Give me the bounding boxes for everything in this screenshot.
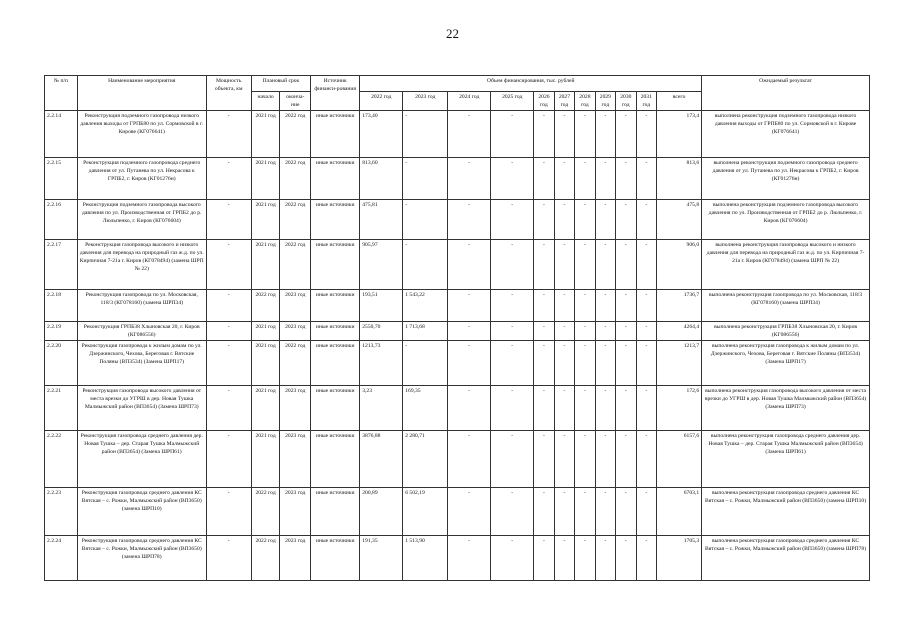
row-year-value: - (403, 111, 448, 158)
row-year-value: 1 543,22 (403, 290, 448, 322)
row-number: 2.2.24 (45, 536, 78, 581)
row-total: 813,6 (657, 158, 702, 200)
row-year-value: - (534, 386, 554, 431)
row-year-value: - (448, 158, 491, 200)
row-year-value: - (554, 386, 574, 431)
row-year-value: 1213,73 (360, 341, 403, 386)
row-total: 6703,1 (657, 488, 702, 536)
row-capacity: - (206, 488, 251, 536)
row-year-value: - (636, 322, 656, 341)
row-year-value: - (491, 290, 534, 322)
row-year-value: - (534, 322, 554, 341)
row-name: Реконструкция подземного газопровода среднего давления от ул. Путанева по ул. Некрасова к ГРПБ2, г. Киров (КГ01276н) (77, 158, 206, 200)
row-result: выполнена реконструкция газопровода высокого давления от места врезки до УГРШ в дер. Новая Тушка Малмыжский район (ВП3654) (Замена ШРП73) (702, 386, 870, 431)
row-year-value: - (595, 322, 615, 341)
row-year-value: - (595, 431, 615, 488)
header-source: Источник финанси-рования (311, 76, 360, 111)
row-year-value: - (616, 200, 636, 240)
row-capacity: - (206, 341, 251, 386)
row-start: 2021 год (251, 111, 280, 158)
row-year-value: - (534, 290, 554, 322)
header-result: Ожидаемый результат (702, 76, 870, 111)
row-number: 2.2.20 (45, 341, 78, 386)
row-year-value: - (636, 158, 656, 200)
row-year-value: - (575, 386, 595, 431)
row-source: иные источники (311, 290, 360, 322)
row-year-value: - (636, 200, 656, 240)
row-year-value: - (595, 111, 615, 158)
row-total: 6157,6 (657, 431, 702, 488)
row-capacity: - (206, 386, 251, 431)
row-year-value: - (448, 341, 491, 386)
row-year-value: - (554, 322, 574, 341)
row-year-value: 191,35 (360, 536, 403, 581)
row-year-value: 1 713,68 (403, 322, 448, 341)
row-number: 2.2.22 (45, 431, 78, 488)
row-capacity: - (206, 158, 251, 200)
row-number: 2.2.21 (45, 386, 78, 431)
row-end: 2022 год (280, 240, 311, 290)
row-total: 172,6 (657, 386, 702, 431)
row-year-value: - (575, 322, 595, 341)
row-end: 2023 год (280, 431, 311, 488)
row-capacity: - (206, 290, 251, 322)
row-year-value: - (534, 240, 554, 290)
row-year-value: - (595, 341, 615, 386)
row-result: выполнена реконструкция подземного газопровода низкого давления выходы от ГРПБ80 по ул. Сормовской в г. Кирове (КГ076641) (702, 111, 870, 158)
header-row-1 (45, 76, 870, 92)
row-source: иные источники (311, 386, 360, 431)
table-row (45, 431, 870, 488)
row-year-value: - (616, 158, 636, 200)
row-start: 2022 год (251, 290, 280, 322)
row-year-value: - (636, 386, 656, 431)
row-end: 2023 год (280, 322, 311, 341)
row-year-value: - (616, 240, 636, 290)
row-source: иные источники (311, 158, 360, 200)
row-year-value: - (595, 290, 615, 322)
row-year-value: - (575, 111, 595, 158)
row-start: 2021 год (251, 386, 280, 431)
row-year-value: - (575, 290, 595, 322)
row-year-value: - (491, 341, 534, 386)
row-year-value: - (403, 158, 448, 200)
row-year-value: - (534, 488, 554, 536)
row-total: 4264,4 (657, 322, 702, 341)
header-year: 2023 год (403, 92, 448, 111)
row-year-value: 6 502,19 (403, 488, 448, 536)
row-start: 2021 год (251, 341, 280, 386)
row-year-value: - (554, 240, 574, 290)
row-year-value: - (491, 386, 534, 431)
table-row (45, 158, 870, 200)
row-total: 173,4 (657, 111, 702, 158)
row-year-value: - (534, 341, 554, 386)
row-year-value: - (595, 240, 615, 290)
row-year-value: - (595, 200, 615, 240)
row-end: 2023 год (280, 536, 311, 581)
row-source: иные источники (311, 488, 360, 536)
row-year-value: - (595, 536, 615, 581)
row-capacity: - (206, 536, 251, 581)
header-year: 2025 год (491, 92, 534, 111)
row-year-value: - (403, 200, 448, 240)
row-year-value: - (534, 158, 554, 200)
row-year-value: - (448, 431, 491, 488)
row-name: Реконструкция газопровода к жилым домам по ул. Дзержинского, Чехова, Береговая г. Вятские Поляны (ВП3534) (Замена ШРП17) (77, 341, 206, 386)
row-year-value: - (534, 200, 554, 240)
header-year: 2029 год (595, 92, 615, 111)
row-year-value: - (575, 488, 595, 536)
row-year-value: - (595, 386, 615, 431)
header-num: № п/п (45, 76, 78, 111)
row-year-value: - (616, 290, 636, 322)
header-volume: Объем финансирования, тыс. рублей (360, 76, 702, 92)
row-year-value: - (554, 200, 574, 240)
row-number: 2.2.23 (45, 488, 78, 536)
row-year-value: - (616, 488, 636, 536)
row-number: 2.2.17 (45, 240, 78, 290)
row-year-value: - (554, 290, 574, 322)
row-year-value: 173,40 (360, 111, 403, 158)
row-year-value: - (491, 536, 534, 581)
row-capacity: - (206, 240, 251, 290)
header-year: 2030 год (616, 92, 636, 111)
row-year-value: - (636, 536, 656, 581)
row-total: 1736,7 (657, 290, 702, 322)
row-name: Реконструкция подземного газопровода высокого давления по ул. Производственная от ГРПБ2 до р. Люльпенко, г. Киров (КГ076604) (77, 200, 206, 240)
row-capacity: - (206, 200, 251, 240)
row-source: иные источники (311, 200, 360, 240)
header-year: 2028 год (575, 92, 595, 111)
row-name: Реконструкция ГРПБ38 Хлыновская 20, г. Киров (КГ086556) (77, 322, 206, 341)
table-row (45, 488, 870, 536)
row-total: 906,0 (657, 240, 702, 290)
row-year-value: - (554, 158, 574, 200)
header-year: 2024 год (448, 92, 491, 111)
row-year-value: - (448, 386, 491, 431)
row-year-value: - (491, 431, 534, 488)
row-year-value: - (575, 341, 595, 386)
header-capacity: Мощность объекта, км (206, 76, 251, 111)
row-year-value: 3,23 (360, 386, 403, 431)
row-year-value: - (554, 111, 574, 158)
row-year-value: - (534, 431, 554, 488)
row-year-value: 1 513,90 (403, 536, 448, 581)
row-result: выполнена реконструкция газопровода к жилым домам по ул. Дзержинского, Чехова, Береговая г. Вятские Поляны (ВП3534) (Замена ШРП17) (702, 341, 870, 386)
row-result: выполнена реконструкция газопровода высокого и низкого давления для перевода на природный газ ж.д. по ул. Кирпичная 7-21а г. Киров (КГ078494) (замена ШРП № 22) (702, 240, 870, 290)
row-capacity: - (206, 111, 251, 158)
page-number: 22 (446, 26, 459, 41)
row-year-value: 905,97 (360, 240, 403, 290)
row-year-value: - (403, 341, 448, 386)
table-row (45, 536, 870, 581)
row-year-value: - (575, 158, 595, 200)
row-source: иные источники (311, 431, 360, 488)
row-year-value: 2 280,71 (403, 431, 448, 488)
row-name: Реконструкция газопровода среднего давления КС Вятская – с. Рожки, Малмыжский район (ВП3650) (замена ШРП78) (77, 536, 206, 581)
table-row (45, 290, 870, 322)
row-source: иные источники (311, 322, 360, 341)
row-name: Реконструкция газопровода среднего давления дер. Новая Тушка – дер. Старая Тушка Малмыжский район (ВП3654) (Замена ШРП61) (77, 431, 206, 488)
row-year-value: - (448, 488, 491, 536)
row-result: выполнена реконструкция подземного газопровода высокого давления по ул. Производственная от ГРПБ2 до р. Люльпенко, г. Киров (КГ076604) (702, 200, 870, 240)
row-year-value: - (448, 536, 491, 581)
row-year-value: 169,35 (403, 386, 448, 431)
row-number: 2.2.15 (45, 158, 78, 200)
row-result: выполнена реконструкция ГРПБ38 Хлыновская 20, г. Киров (КГ086556) (702, 322, 870, 341)
row-name: Реконструкция подземного газопровода низкого давления выходы от ГРПБ80 по ул. Сормовской в г. Кирове (КГ076641) (77, 111, 206, 158)
row-capacity: - (206, 431, 251, 488)
row-year-value: - (554, 488, 574, 536)
row-year-value: - (575, 431, 595, 488)
row-end: 2023 год (280, 290, 311, 322)
row-name: Реконструкция газопровода высокого давления от места врезки до УГРШ в дер. Новая Тушка Малмыжский район (ВП3654) (Замена ШРП73) (77, 386, 206, 431)
row-year-value: 3876,88 (360, 431, 403, 488)
row-year-value: - (616, 322, 636, 341)
row-year-value: - (491, 240, 534, 290)
row-start: 2021 год (251, 158, 280, 200)
row-year-value: - (616, 386, 636, 431)
row-number: 2.2.16 (45, 200, 78, 240)
row-year-value: - (636, 290, 656, 322)
row-result: выполнена реконструкция газопровода среднего давления КС Вятская – с. Рожки, Малмыжский район (ВП3650) (замена ШРП78) (702, 536, 870, 581)
table-body (45, 111, 870, 581)
row-source: иные источники (311, 240, 360, 290)
table-row (45, 341, 870, 386)
row-total: 1213,7 (657, 341, 702, 386)
table-row (45, 200, 870, 240)
row-start: 2022 год (251, 536, 280, 581)
row-year-value: - (491, 111, 534, 158)
row-year-value: - (448, 111, 491, 158)
row-number: 2.2.18 (45, 290, 78, 322)
row-year-value: 200,89 (360, 488, 403, 536)
row-end: 2022 год (280, 341, 311, 386)
row-name: Реконструкция газопровода высокого и низкого давления для перевода на природный газ ж.д. по ул. Кирпичная 7-21а г. Киров (КГ078494) (замена ШРП № 22) (77, 240, 206, 290)
header-year: 2022 год (360, 92, 403, 111)
table-row (45, 111, 870, 158)
row-result: выполнена реконструкция подземного газопровода среднего давления от ул. Путанева по ул. Некрасова к ГРПБ2, г. Киров (КГ01276н) (702, 158, 870, 200)
row-year-value: - (448, 290, 491, 322)
header-year: 2031 год (636, 92, 656, 111)
row-year-value: - (448, 200, 491, 240)
row-year-value: 2550,70 (360, 322, 403, 341)
table-row (45, 240, 870, 290)
row-start: 2021 год (251, 322, 280, 341)
row-year-value: - (491, 488, 534, 536)
row-end: 2022 год (280, 111, 311, 158)
row-source: иные источники (311, 341, 360, 386)
row-year-value: - (616, 536, 636, 581)
row-year-value: - (448, 240, 491, 290)
row-start: 2021 год (251, 200, 280, 240)
row-year-value: - (554, 431, 574, 488)
row-name: Реконструкция газопровода среднего давления КС Вятская – с. Рожки, Малмыжский район (ВП3650) (замена ШРП10) (77, 488, 206, 536)
row-year-value: 813,60 (360, 158, 403, 200)
row-start: 2021 год (251, 240, 280, 290)
header-year: 2027 год (554, 92, 574, 111)
row-end: 2023 год (280, 386, 311, 431)
row-year-value: - (554, 341, 574, 386)
table-row (45, 386, 870, 431)
row-end: 2022 год (280, 200, 311, 240)
row-year-value: - (491, 322, 534, 341)
row-total: 1705,3 (657, 536, 702, 581)
row-source: иные источники (311, 536, 360, 581)
row-end: 2023 год (280, 488, 311, 536)
row-end: 2022 год (280, 158, 311, 200)
row-year-value: - (575, 200, 595, 240)
row-number: 2.2.19 (45, 322, 78, 341)
row-start: 2021 год (251, 431, 280, 488)
row-year-value: - (595, 488, 615, 536)
row-year-value: - (616, 111, 636, 158)
row-year-value: - (636, 488, 656, 536)
table-row (45, 322, 870, 341)
header-period-end: оконча-ние (280, 92, 311, 111)
row-year-value: - (636, 431, 656, 488)
row-year-value: - (575, 240, 595, 290)
row-year-value: - (616, 431, 636, 488)
row-year-value: - (403, 240, 448, 290)
row-number: 2.2.14 (45, 111, 78, 158)
row-start: 2022 год (251, 488, 280, 536)
row-year-value: - (636, 111, 656, 158)
row-year-value: - (534, 111, 554, 158)
row-year-value: - (636, 240, 656, 290)
row-capacity: - (206, 322, 251, 341)
row-year-value: 475,81 (360, 200, 403, 240)
header-year: 2026 год (534, 92, 554, 111)
header-total: всего (657, 92, 702, 111)
row-year-value: - (491, 158, 534, 200)
row-year-value: - (636, 341, 656, 386)
row-result: выполнена реконструкция газопровода по ул. Московская, 118/3 (КГ078160) (замена ШРП34) (702, 290, 870, 322)
row-year-value: - (534, 536, 554, 581)
row-result: выполнена реконструкция газопровода среднего давления КС Вятская – с. Рожки, Малмыжский район (ВП3650) (замена ШРП10) (702, 488, 870, 536)
row-year-value: 193,51 (360, 290, 403, 322)
row-year-value: - (575, 536, 595, 581)
row-name: Реконструкция газопровода по ул. Московская, 118/3 (КГ078160) (замена ШРП34) (77, 290, 206, 322)
header-name: Наименование мероприятия (77, 76, 206, 111)
header-period-start: начало (251, 92, 280, 111)
row-result: выполнена реконструкция газопровода среднего давления дер. Новая Тушка – дер. Старая Тушка Малмыжский район (ВП3654) (Замена ШРП61) (702, 431, 870, 488)
header-period: Плановый срок (251, 76, 310, 92)
row-total: 475,8 (657, 200, 702, 240)
row-year-value: - (616, 341, 636, 386)
row-year-value: - (554, 536, 574, 581)
row-year-value: - (491, 200, 534, 240)
row-year-value: - (595, 158, 615, 200)
row-year-value: - (448, 322, 491, 341)
row-source: иные источники (311, 111, 360, 158)
financing-table (44, 75, 870, 581)
